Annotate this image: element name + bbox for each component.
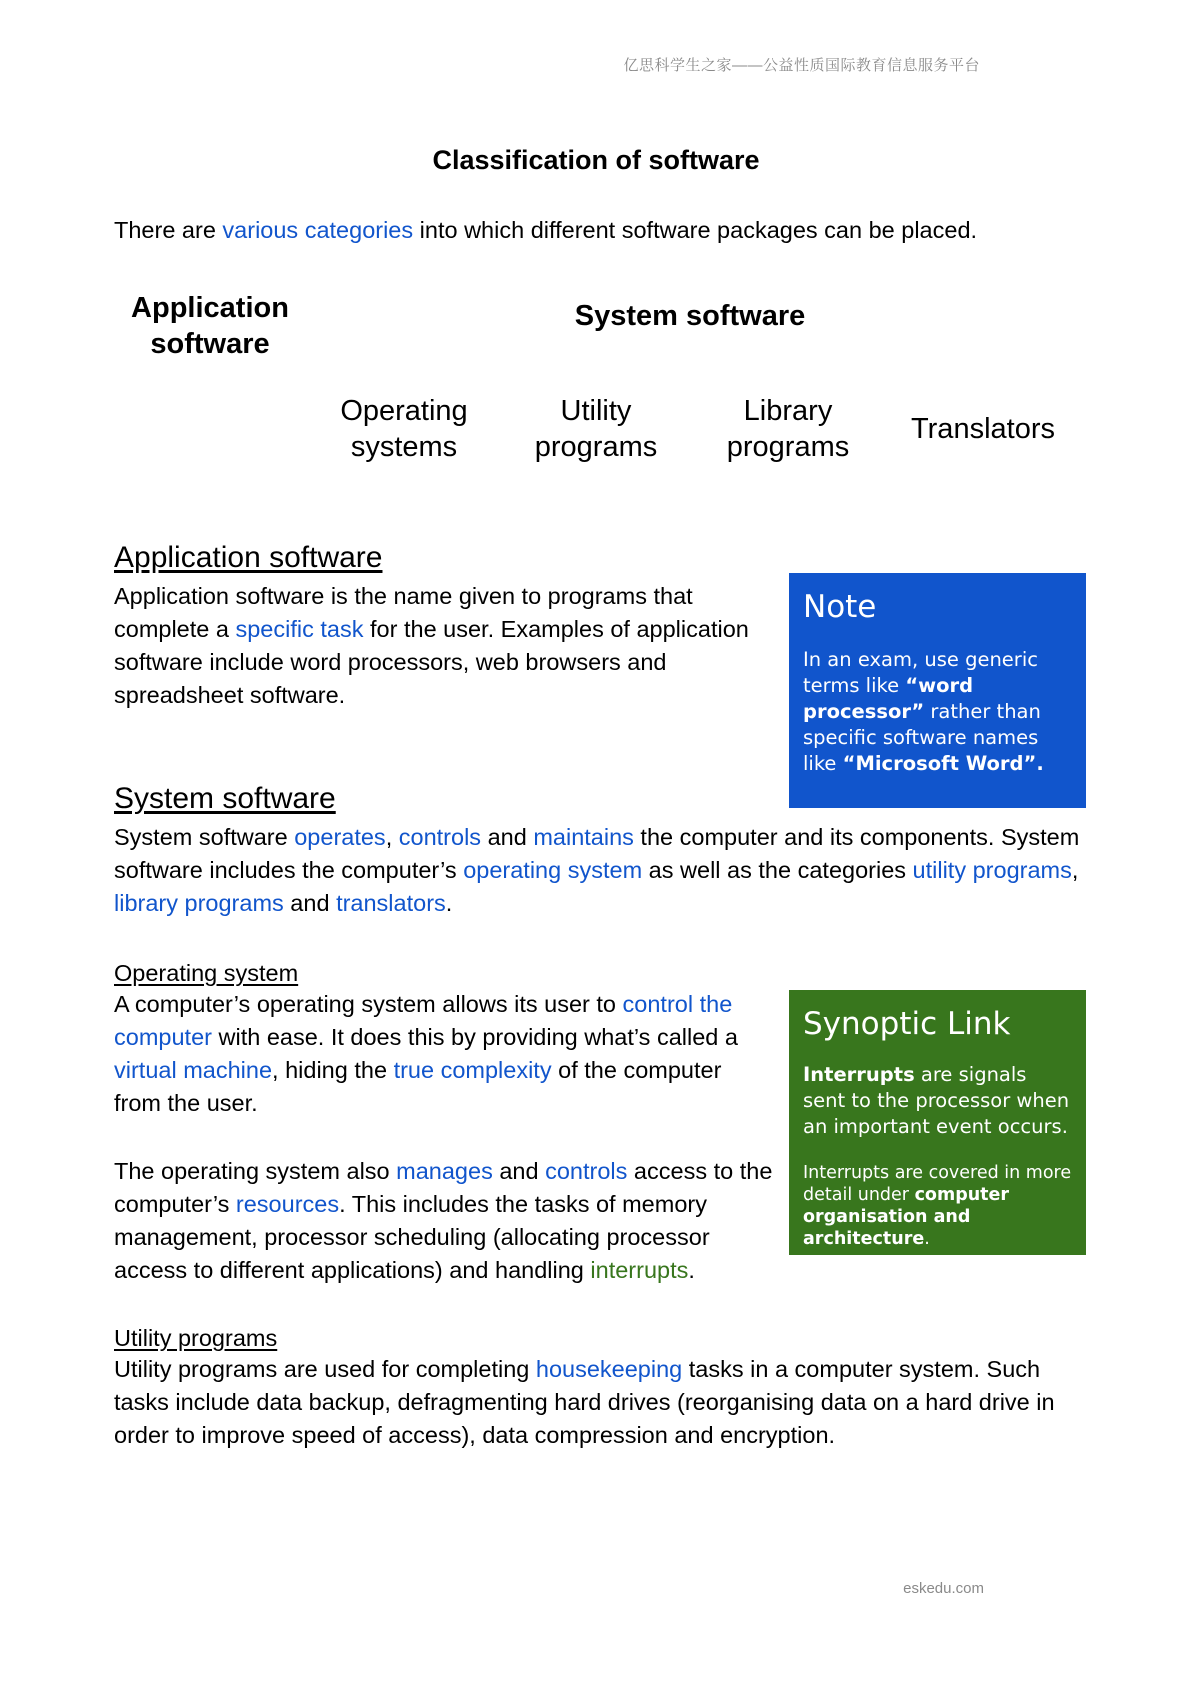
diagram-item-line: Library xyxy=(743,395,833,427)
true-complexity-link[interactable]: true complexity xyxy=(393,1057,552,1083)
synoptic-bold: computer organisation and architecture xyxy=(803,1185,1010,1249)
diagram-system-heading: System software xyxy=(574,300,806,332)
intro-text: There are xyxy=(114,217,223,243)
os-text: and xyxy=(492,1158,546,1184)
os-text: , hiding the xyxy=(272,1057,394,1083)
application-software-paragraph xyxy=(114,580,774,712)
diagram-item-line: Operating xyxy=(340,395,468,427)
os-text: of the computer from the user. xyxy=(114,1057,722,1116)
manages-link[interactable]: manages xyxy=(396,1158,493,1184)
utility-programs-paragraph xyxy=(114,1353,1099,1452)
operating-system-paragraph-2 xyxy=(114,1155,774,1287)
note-title: Note xyxy=(803,589,877,625)
note-bold: “word processor” xyxy=(803,674,974,723)
specific-task-link[interactable]: specific task xyxy=(235,616,364,642)
os-text: A computer’s operating system allows its user to xyxy=(114,991,623,1017)
synoptic-body-2 xyxy=(803,1162,1072,1250)
app-text: Application software is the name given to programs that complete a xyxy=(114,583,693,642)
diagram-application-heading-line1: Application xyxy=(131,292,289,324)
synoptic-title: Synoptic Link xyxy=(803,1006,1011,1042)
note-text: In an exam, use generic terms like xyxy=(803,648,1038,697)
utility-programs-heading: Utility programs xyxy=(114,1325,278,1351)
sys-text: as well as the categories xyxy=(642,857,913,883)
os-text: with ease. It does this by providing what’s called a xyxy=(211,1024,738,1050)
resources-link[interactable]: resources xyxy=(235,1191,340,1217)
application-software-heading: Application software xyxy=(114,541,383,574)
footer-text: eskedu.com xyxy=(903,1580,984,1597)
utility-text: tasks in a computer system. Such tasks include data backup, defragmenting hard drives (reorganising data on a hard drive in order to improve speed of access), data compression and encryption. xyxy=(114,1356,1055,1448)
diagram-item-line: programs xyxy=(534,431,658,463)
system-software-paragraph xyxy=(114,821,1094,920)
note-box xyxy=(789,573,1086,808)
library-programs-link[interactable]: library programs xyxy=(114,890,284,916)
operating-system-paragraph-1 xyxy=(114,988,774,1120)
various-categories-link[interactable]: various categories xyxy=(222,217,414,243)
sys-text: the computer and its components. System software includes the computer’s xyxy=(114,824,1080,883)
controls-link[interactable]: controls xyxy=(398,824,482,850)
os-text: . xyxy=(688,1257,695,1283)
note-text: rather than specific software names like xyxy=(803,700,1041,775)
os-text: The operating system also xyxy=(114,1158,397,1184)
synoptic-text: are signals sent to the processor when an important event occurs. xyxy=(803,1063,1070,1138)
os-text: . This includes the tasks of memory management, processor scheduling (allocating processor access to different applications) and handling xyxy=(114,1191,710,1283)
diagram-item-line: systems xyxy=(350,431,458,463)
synoptic-bold: Interrupts xyxy=(803,1063,915,1086)
operates-link[interactable]: operates xyxy=(294,824,386,850)
app-text: for the user. Examples of application software include word processors, web browsers and spreadsheet software. xyxy=(114,616,749,708)
diagram-item-line: programs xyxy=(726,431,850,463)
diagram-item-utility-programs xyxy=(506,393,686,465)
page-title: Classification of software xyxy=(432,145,760,175)
note-bold: “Microsoft Word”. xyxy=(842,752,1044,775)
virtual-machine-link[interactable]: virtual machine xyxy=(114,1057,273,1083)
housekeeping-link[interactable]: housekeeping xyxy=(535,1356,683,1382)
operating-system-link[interactable]: operating system xyxy=(463,857,643,883)
controls-link[interactable]: controls xyxy=(545,1158,628,1184)
synoptic-text: Interrupts are covered in more detail under xyxy=(803,1163,1072,1205)
control-the-computer-link[interactable]: control the computer xyxy=(114,991,733,1050)
diagram-item-line: Utility xyxy=(560,395,632,427)
operating-system-heading: Operating system xyxy=(114,960,299,986)
sys-text: . xyxy=(445,890,453,916)
diagram-item-operating-systems xyxy=(314,393,494,465)
sys-text: System software xyxy=(114,824,295,850)
system-software-heading: System software xyxy=(114,782,336,815)
synoptic-link-box xyxy=(789,990,1086,1255)
utility-text: Utility programs are used for completing xyxy=(114,1356,536,1382)
sys-text: , xyxy=(385,824,399,850)
os-text: access to the computer’s xyxy=(114,1158,773,1217)
sys-text: and xyxy=(481,824,534,850)
interrupts-link[interactable]: interrupts xyxy=(590,1257,689,1283)
intro-text-end: into which different software packages can be placed. xyxy=(413,217,978,243)
sys-text: and xyxy=(283,890,337,916)
maintains-link[interactable]: maintains xyxy=(533,824,634,850)
diagram-application-heading xyxy=(100,290,320,362)
sys-text: , xyxy=(1071,857,1079,883)
utility-programs-link[interactable]: utility programs xyxy=(912,857,1072,883)
translators-link[interactable]: translators xyxy=(336,890,446,916)
note-body xyxy=(803,647,1072,777)
diagram-application-heading-line2: software xyxy=(150,328,270,360)
diagram-item-library-programs xyxy=(698,393,878,465)
intro-paragraph xyxy=(114,214,1094,247)
synoptic-text: . xyxy=(924,1229,930,1249)
synoptic-body-1 xyxy=(803,1062,1072,1140)
diagram-item-translators: Translators xyxy=(911,413,1055,445)
page-header-text: 亿思科学生之家——公益性质国际教育信息服务平台 xyxy=(623,57,980,74)
